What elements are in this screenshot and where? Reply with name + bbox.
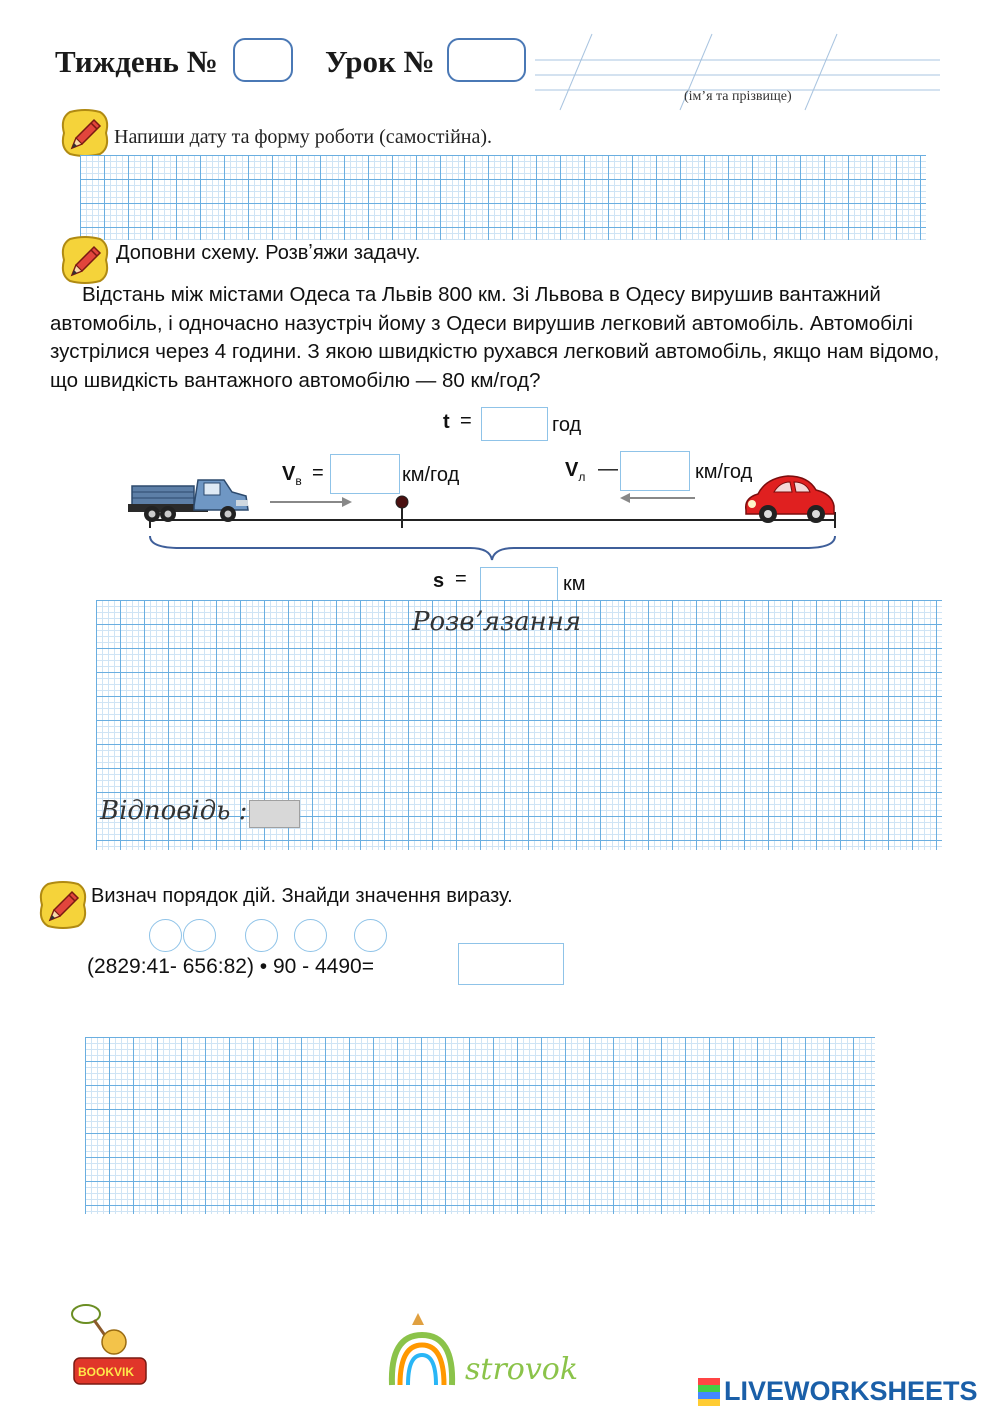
week-label: Тиждень № (55, 44, 218, 79)
vb-equals: = (312, 462, 324, 484)
answer-input[interactable] (249, 800, 300, 828)
task3-working-grid[interactable] (85, 1037, 875, 1214)
name-input[interactable] (540, 32, 940, 84)
t-equals: = (460, 410, 472, 432)
s-unit: км (563, 573, 586, 595)
right-arrow-icon (270, 497, 352, 507)
task1-instruction: Напиши дату та форму роботи (самостійна). (114, 126, 493, 148)
liveworksheets-logo-icon (698, 1378, 720, 1406)
week-number-input[interactable] (233, 38, 293, 82)
time-input[interactable] (481, 407, 548, 441)
name-caption: (імʼя та прізвище) (684, 89, 792, 104)
lesson-number-input[interactable] (447, 38, 526, 82)
vl-label: $V_л$ (565, 459, 586, 484)
lesson-label: Урок № (325, 44, 435, 79)
pencil-icon (60, 235, 110, 285)
order-circle-1[interactable] (149, 919, 182, 952)
s-label: s (433, 570, 445, 592)
order-circle-5[interactable] (354, 919, 387, 952)
task3-instruction: Визнач порядок дій. Знайди значення виразу. (91, 885, 513, 907)
solution-title: Розвʼязання (412, 607, 582, 637)
pencil-icon (60, 108, 110, 158)
math-expression: (2829:41- 656:82) • 90 - 4490= (87, 955, 374, 978)
liveworksheets-logo-text: LIVEWORKSHEETS (724, 1376, 978, 1406)
expression-answer-input[interactable] (458, 943, 564, 985)
truck-icon (128, 470, 253, 526)
t-unit: год (552, 414, 582, 436)
task1-writing-grid[interactable] (80, 155, 926, 240)
vl-dash: — (598, 458, 618, 480)
order-circle-2[interactable] (183, 919, 216, 952)
task2-instruction: Доповни схему. Розвʼяжи задачу. (116, 242, 421, 264)
vb-unit: км/год (402, 464, 460, 486)
t-label: t (443, 411, 450, 433)
problem-text: Відстань між містами Одеса та Львів 800 км. Зі Львова в Одесу вирушив вантажний автомобіль, і одночасно назустріч йому з Одеси вирушив легковий автомобіль. Автомобілі зустрілися через 4 години. З якою швидкістю рухався легковий автомобіль, якщо нам відомо, що швидкість вантажного автомобілю — 80 км/год? (50, 283, 940, 392)
ostrovok-logo-text: strovok (465, 1352, 579, 1387)
bookvik-logo-text: BOOKVIK (78, 1365, 135, 1379)
vb-label: $V_в$ (282, 463, 302, 488)
s-equals: = (455, 568, 467, 590)
answer-label: Відповідь : (100, 796, 248, 826)
left-arrow-icon (620, 493, 695, 503)
distance-input[interactable] (480, 567, 558, 603)
pencil-icon (38, 880, 88, 930)
vl-unit: км/год (695, 461, 753, 483)
order-circle-3[interactable] (245, 919, 278, 952)
ostrovok-logo-icon (382, 1305, 462, 1395)
order-circle-4[interactable] (294, 919, 327, 952)
car-icon (742, 470, 838, 526)
